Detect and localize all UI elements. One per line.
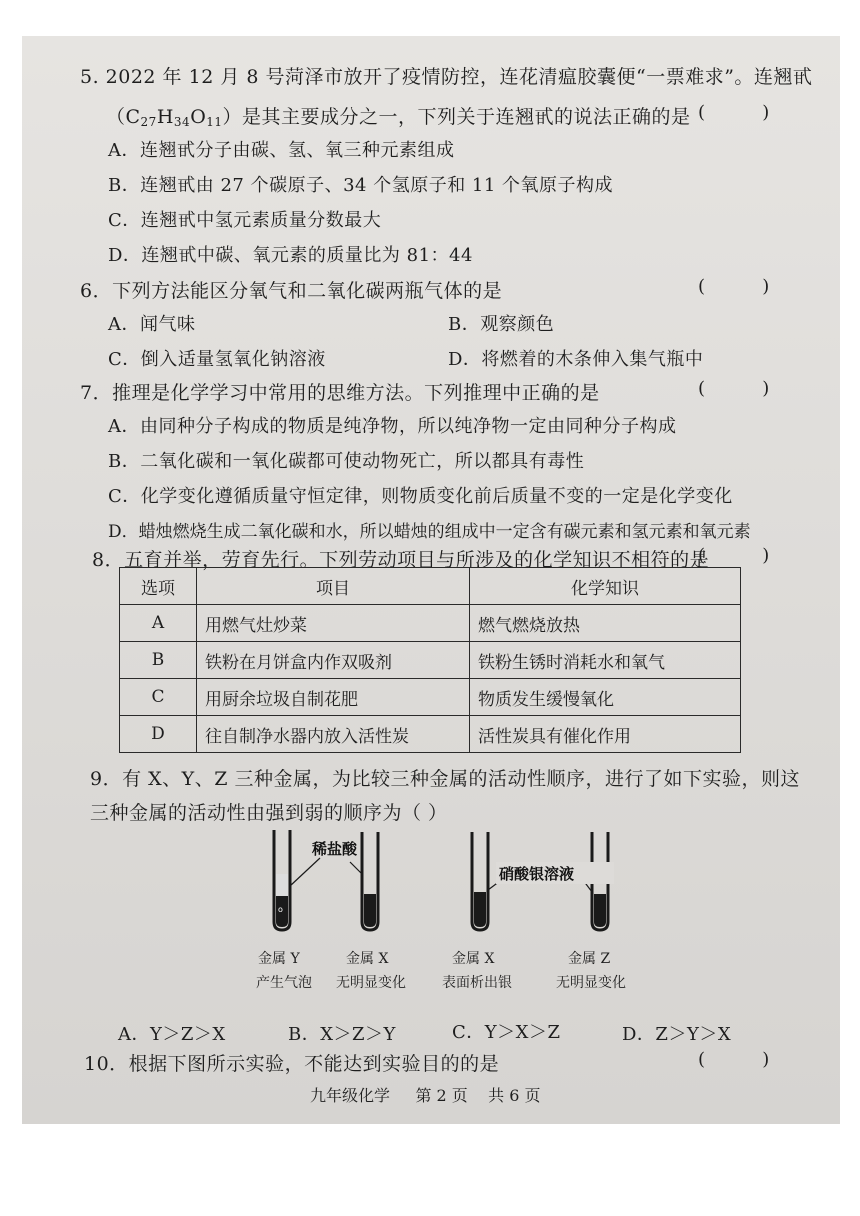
q5-answer-paren: ( ): [698, 102, 770, 123]
test-tube-1: [274, 830, 290, 930]
tube-2-metal: 金属 X: [346, 951, 389, 967]
q9-test-tubes-figure: [250, 826, 630, 936]
q8-table: [119, 567, 741, 753]
table-header-row: [120, 568, 741, 605]
table-cell-item: 铁粉在月饼盒内作双吸剂: [197, 642, 470, 679]
q5-option-c: C．连翘甙中氢元素质量分数最大: [108, 210, 382, 231]
q6-option-b: B．观察颜色: [448, 314, 555, 335]
table-row: [120, 716, 741, 753]
q8-answer-paren: ( ): [698, 545, 770, 566]
table-row: [120, 605, 741, 642]
table-cell-knowledge: 物质发生缓慢氧化: [470, 679, 741, 716]
table-cell-option: D: [120, 716, 197, 753]
q5-option-d: D．连翘甙中碳、氧元素的质量比为 81：44: [108, 245, 473, 266]
table-header-option: 选项: [120, 568, 197, 605]
footer-page: 第 2 页: [415, 1086, 468, 1105]
q5-option-b: B．连翘甙由 27 个碳原子、34 个氢原子和 11 个氧原子构成: [108, 175, 614, 196]
q7-option-c: C．化学变化遵循质量守恒定律，则物质变化前后质量不变的一定是化学变化: [108, 486, 733, 507]
svg-text:o: o: [278, 905, 283, 914]
footer-total: 共 6 页: [488, 1086, 541, 1105]
table-cell-item: 用厨余垃圾自制花肥: [197, 679, 470, 716]
table-cell-knowledge: 活性炭具有催化作用: [470, 716, 741, 753]
q9-option-b: B．X＞Z＞Y: [288, 1024, 396, 1045]
q6-answer-paren: ( ): [698, 276, 770, 297]
q8-stem: 8．五育并举，劳育先行。下列劳动项目与所涉及的化学知识不相符的是: [92, 549, 710, 571]
table-cell-option: B: [120, 642, 197, 679]
tube-2-result: 无明显变化: [336, 975, 406, 991]
q7-option-d: D．蜡烛燃烧生成二氧化碳和水，所以蜡烛的组成中一定含有碳元素和氢元素和氧元素: [108, 522, 751, 542]
q7-option-a: A．由同种分子构成的物质是纯净物，所以纯净物一定由同种分子构成: [108, 416, 677, 437]
q6-option-d: D．将燃着的木条伸入集气瓶中: [448, 349, 704, 370]
table-row: [120, 679, 741, 716]
test-tube-3: [472, 832, 488, 930]
label-line-2: [350, 862, 362, 874]
q6-option-a: A．闻气味: [108, 314, 196, 335]
q5-stem-line1: 5. 2022 年 12 月 8 号菏泽市放开了疫情防控，连花清瘟胶囊便“一票难求”。连翘甙: [80, 66, 813, 88]
table-cell-knowledge: 铁粉生锈时消耗水和氧气: [470, 642, 741, 679]
q9-option-c: C．Y＞X＞Z: [452, 1022, 561, 1043]
q9-option-a: A．Y＞Z＞X: [118, 1024, 226, 1045]
tube-3-result: 表面析出银: [442, 975, 512, 991]
q6-stem: 6．下列方法能区分氧气和二氧化碳两瓶气体的是: [80, 280, 503, 302]
table-cell-item: 往自制净水器内放入活性炭: [197, 716, 470, 753]
table-cell-knowledge: 燃气燃烧放热: [470, 605, 741, 642]
q6-option-c: C．倒入适量氢氧化钠溶液: [108, 349, 326, 370]
table-cell-item: 用燃气灶炒菜: [197, 605, 470, 642]
tube-3-metal: 金属 X: [452, 951, 495, 967]
table-row: [120, 642, 741, 679]
q7-option-b: B．二氧化碳和一氧化碳都可使动物死亡，所以都具有毒性: [108, 451, 585, 472]
q7-stem: 7．推理是化学学习中常用的思维方法。下列推理中正确的是: [80, 382, 600, 404]
tube-1-metal: 金属 Y: [258, 951, 300, 967]
tube-1-result: 产生气泡: [256, 975, 312, 991]
reagent-label-2: 硝酸银溶液: [499, 865, 575, 883]
table-header-knowledge: 化学知识: [470, 568, 741, 605]
q5-stem-line2: $(C_{27}H_{34}O_{11})$是其主要成分之一，下列关于连翘甙的说法正确的是: [106, 106, 691, 129]
table-header-item: 项目: [197, 568, 470, 605]
q9-stem-line1: 9．有 X、Y、Z 三种金属，为比较三种金属的活动性顺序，进行了如下实验，则这: [90, 768, 800, 790]
tube-4-result: 无明显变化: [556, 975, 626, 991]
q10-answer-paren: ( ): [698, 1049, 770, 1070]
table-cell-option: C: [120, 679, 197, 716]
tube-4-metal: 金属 Z: [568, 951, 611, 967]
q7-answer-paren: ( ): [698, 378, 770, 399]
label-line-1: [290, 858, 320, 886]
reagent-label-1: 稀盐酸: [312, 840, 358, 858]
q9-option-d: D．Z＞Y＞X: [622, 1024, 732, 1045]
table-cell-option: A: [120, 605, 197, 642]
footer-subject: 九年级化学: [310, 1086, 391, 1105]
q10-stem: 10．根据下图所示实验，不能达到实验目的的是: [84, 1053, 500, 1075]
page-footer: [310, 1083, 541, 1106]
q9-stem-line2: 三种金属的活动性由强到弱的顺序为（ ）: [90, 802, 448, 824]
test-tube-2: [362, 832, 378, 930]
q5-option-a: A．连翘甙分子由碳、氢、氧三种元素组成: [108, 140, 455, 161]
